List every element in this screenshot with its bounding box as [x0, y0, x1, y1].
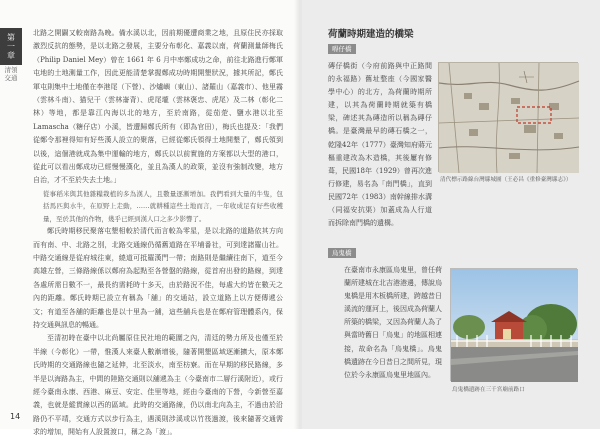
photo-caption: 烏鬼橋遺跡在三千宮廟前路口	[452, 387, 525, 393]
section-label-wugui-bridge: 烏鬼橋	[328, 248, 356, 258]
right-page	[302, 0, 600, 429]
chapter-tab-char: 第	[7, 33, 15, 42]
section1-text-bottom	[328, 179, 578, 239]
section1-text: 磚仔橋街（今府前路與中正路間的永福路）舊址整座（今國家醫學中心）的北方，為荷蘭時期所建，以其為荷蘭時期就築有橋梁，碑述其為磚造所以稱為磚仔橋。是臺灣最早的磚石橋之一，乾隆42年（1777）臺灣知府蔣元樞重建改為木造橋，其後屢有修葺，民國18年（1929）曾再次進行修建，易名為「南門橋」，直到民國72年（1983）南幹線排水溝（同福安抗渠）加蓋成為人行道而拆除南門橋的遺構。	[328, 62, 432, 228]
section-label-brick-bridge: 嘚仔橋	[328, 44, 356, 54]
chapter-subtitle: 清領交通	[4, 66, 18, 82]
paragraph: 至清初時在臺中以北尚屬原住民社地的範圍之內，清廷的勢力所及也僅至於半線（今彰化）一帶，惟漢人來臺人數漸增後，隨著開墾區域逐漸擴大，原本鄭氏時期的交通路線也隨之延伸，北至淡水，南至枋寮。而在早期的移民路線，多半是以海路為主，中間的陸路交通則以舖遞為主（今臺南市二層行溪附近），或行經今臺南永康、西港、麻豆、安定、佳里等地，經由今臺南的下營，今新營至嘉義，也就是縱貫線以西的區域。此時的交通路線，仍以南北向為主，不過由於沿路仍不平靖，交通方式以步行為主，遇溪則涉溪或以竹筏過渡，後來隨著交通需求的增加，開始有人設置渡口，稱之為「渡」。	[33, 334, 283, 437]
page-number-left: 14	[10, 412, 21, 421]
left-body-text	[33, 27, 283, 440]
chapter-tab-char: 一	[7, 42, 15, 51]
map-caption: 清代標示路線台灣縣城圖（王必昌《重修臺灣縣志》）	[440, 177, 572, 183]
map-illustration	[439, 63, 579, 173]
paragraph: 北路之開闢又較南路為晚。備水溪以北，因前期優遭商業之地，且原住民亦採取激烈反抗的態勢，是以北路之發展，主要分布彰化、嘉義以南，荷蘭測量師梅氏（Philip Daniel Mey）曾在 1661 年 6 月中率鄭成功之命，前往北路進行鄭軍屯地的土地測量工作，因此更能清楚掌握鄭成功時期開墾狀況，據其所記，鄭氏軍屯則集中土地僅在李港尾（下營）、沙爐嶼（東山）、諸羅山（嘉義市）、他里霧（雲林斗南）、猫兒干（雲林崙背）、虎尾壠（雲林褒忠、虎尾）及二林（彰化二林）等地，都是靠江內海以北的地方，至於南路，從茄萣、鹽水港以北至 Lamascha（糖仔店）小溪，皆遭歸鄭氏所有（即為官田），梅氏也提及：「我們從鄭令那裡得知有好些漢人設立的聚落，已經從鄭氏領得土地開墾了，鄭氏領到以後，這個港就成為集中運輸的地方，鄭氏以以前實施的方案都以大型的港口，從此可以看出鄭成功已經慢慢漢化，並且為漢人的政策，並沒有強制改變，地方自治，才不至於失去土地。」	[33, 29, 283, 185]
bridge-site-photo	[450, 268, 577, 381]
block-quote: 從事稻米與其他雜糧栽植的多為漢人，且數量逐漸增加。我們看到大量的牛隻，包括馬匹與水牛，在原野上走動，……就耕種這些土地而言，一年收成足有好些收穫量，至於其他的作物，幾乎已經到漢人口之多少影響了。	[43, 189, 283, 223]
historical-map-image	[438, 62, 578, 172]
chapter-tab-char: 章	[7, 51, 15, 60]
chapter-tab	[0, 28, 22, 65]
section1-text-top	[328, 60, 432, 228]
sidebar-title: 荷蘭時期建造的橋梁	[328, 29, 414, 40]
section2-text-content: 在臺南市永康區烏鬼里，曾任荷蘭所建城在北吉港港邊，傳說烏鬼橋是用木板橋所建，跨越昔日溪流的運河上，後因成為荷蘭人所築的橋梁，又因為荷蘭人為了與當時舊日「烏鬼」的地區相連接，故命名為「烏鬼橋」。烏鬼橋遺跡在今日昔日之間所見，現位於今永康區烏鬼里地區內。	[344, 266, 442, 379]
left-page	[0, 0, 300, 437]
photo-illustration	[451, 269, 578, 382]
paragraph: 鄭氏時期移民聚落屯墾相較於清代而言較為零星，是以北路的道路依其方向而有南、中、北路之別，北路交通線仍循舊道路在平埔番社，可到達諸羅山社。中路交通線是從府城往東，繞道可抵羅漢門一帶；南路則是繼續往南下，道至今高雄左營，三條路線係以鄭府為起點至各營盤的路線，從首府出發的路線，到達各處所需日數不一，最長約需耗時十多天，由於路況不佳，每處大約皆在數天之內的距離。鄭氏時期已設立有稱為「舖」的交通站，設立道路上以方便傳遞公文；有道至各舖的距離也是以十里為一舖，這些舖兵也是在鄭府管理體系內，保持交通與訊息的暢通。	[33, 227, 283, 329]
section2-text	[344, 264, 442, 394]
